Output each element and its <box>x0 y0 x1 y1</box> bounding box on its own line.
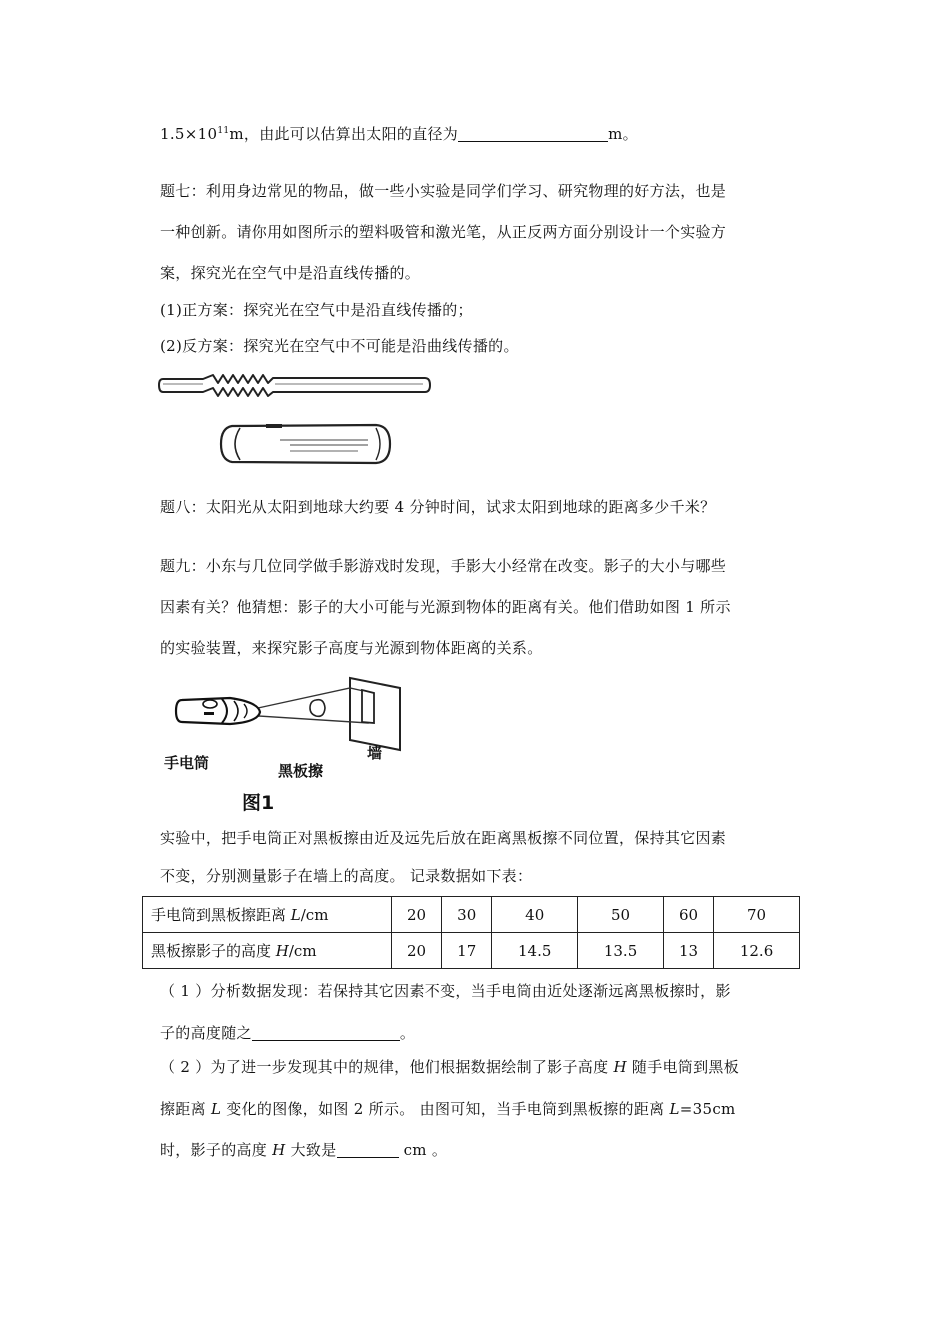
row-header-height <box>143 933 392 969</box>
table-row <box>143 897 800 933</box>
text: 变化的图像，如图 2 所示。 由图可知，当手电筒到黑板擦的距离 <box>221 1100 670 1118</box>
var-H: H <box>275 942 289 960</box>
text: （ 2 ）为了进一步发现其中的规律，他们根据数据绘制了影子高度 <box>160 1058 614 1076</box>
table-cell: 20 <box>392 933 442 969</box>
q7-line2: 一种创新。请你用如图所示的塑料吸管和激光笔，从正反两方面分别设计一个实验方 <box>160 223 727 241</box>
var-H: H <box>613 1058 627 1076</box>
answer-blank-1a[interactable] <box>252 1024 280 1041</box>
answer-blank-2[interactable] <box>337 1141 399 1158</box>
table-row <box>143 933 800 969</box>
sub1-line2 <box>160 1023 800 1043</box>
experiment-line1: 实验中，把手电筒正对黑板擦由近及远先后放在距离黑板擦不同位置，保持其它因素 <box>160 829 727 847</box>
table-cell: 13 <box>663 933 713 969</box>
q9-line2: 因素有关？他猜想：影子的大小可能与光源到物体的距离有关。他们借助如图 1 所示 <box>160 598 731 616</box>
row-header-distance <box>143 897 392 933</box>
data-table <box>142 896 800 969</box>
figure-1 <box>160 668 420 813</box>
q7-item2: (2)反方案：探究光在空气中不可能是沿曲线传播的。 <box>160 337 519 355</box>
table-cell: 12.6 <box>714 933 800 969</box>
experiment-line2: 不变，分别测量影子在墙上的高度。 记录数据如下表： <box>160 867 533 885</box>
text: 时，影子的高度 <box>160 1141 273 1159</box>
var-L: L <box>210 1100 222 1118</box>
laser-pen-figure <box>218 420 393 468</box>
answer-blank-diameter[interactable] <box>458 125 608 142</box>
text: =35cm <box>679 1100 736 1118</box>
sun-diameter-line <box>160 124 800 144</box>
answer-blank-1[interactable] <box>280 1024 400 1041</box>
table-cell: 40 <box>492 897 578 933</box>
text: 擦距离 <box>160 1100 211 1118</box>
var-H: H <box>272 1141 286 1159</box>
q9-line1: 题九：小东与几位同学做手影游戏时发现，手影大小经常在改变。影子的大小与哪些 <box>160 557 727 575</box>
unit-m: m <box>229 125 244 143</box>
table-cell: 20 <box>392 897 442 933</box>
sub2-line1 <box>160 1057 800 1077</box>
unit: /cm <box>300 906 329 924</box>
var-L: L <box>669 1100 680 1118</box>
unit: /cm <box>288 942 317 960</box>
q7-item1: (1)正方案：探究光在空气中是沿直线传播的； <box>160 301 473 319</box>
label-text: 手电筒到黑板擦距离 <box>151 906 291 924</box>
q7-line3: 案，探究光在空气中是沿直线传播的。 <box>160 264 421 282</box>
sun-diameter-text: ，由此可以估算出太阳的直径为 <box>243 125 459 143</box>
table-cell: 30 <box>442 897 492 933</box>
exponent: 11 <box>217 126 230 136</box>
plastic-straw-figure <box>155 372 435 407</box>
table-cell: 17 <box>442 933 492 969</box>
text: 。 <box>399 1024 416 1042</box>
text: 大致是 <box>285 1141 337 1159</box>
q7-line1: 题七：利用身边常见的物品，做一些小实验是同学们学习、研究物理的好方法，也是 <box>160 182 727 200</box>
text: 子的高度随之 <box>160 1024 252 1042</box>
sub1-line1: （ 1 ）分析数据发现：若保持其它因素不变，当手电筒由近处逐渐远离黑板擦时，影 <box>160 982 731 1000</box>
q8-line1: 题八：太阳光从太阳到地球大约要 4 分钟时间，试求太阳到地球的距离多少千米？ <box>160 498 716 516</box>
text: 随手电筒到黑板 <box>626 1058 740 1076</box>
eraser-label: 黑板擦 <box>278 762 324 780</box>
table-cell: 70 <box>714 897 800 933</box>
sub2-line3 <box>160 1140 800 1160</box>
table-cell: 13.5 <box>578 933 664 969</box>
var-L: L <box>290 906 301 924</box>
sub2-line2 <box>160 1099 800 1119</box>
q9-line3: 的实验装置，来探究影子高度与光源到物体距离的关系。 <box>160 639 543 657</box>
label-text: 黑板擦影子的高度 <box>151 942 276 960</box>
wall-label: 墙 <box>367 744 383 762</box>
sun-distance-value: 1.5×10 <box>160 125 218 143</box>
text: cm 。 <box>398 1141 448 1159</box>
flashlight-label: 手电筒 <box>164 754 210 772</box>
table-cell: 50 <box>578 897 664 933</box>
unit-m-end: m。 <box>608 125 638 143</box>
table-cell: 14.5 <box>492 933 578 969</box>
figure-1-caption: 图1 <box>242 792 275 814</box>
table-cell: 60 <box>663 897 713 933</box>
